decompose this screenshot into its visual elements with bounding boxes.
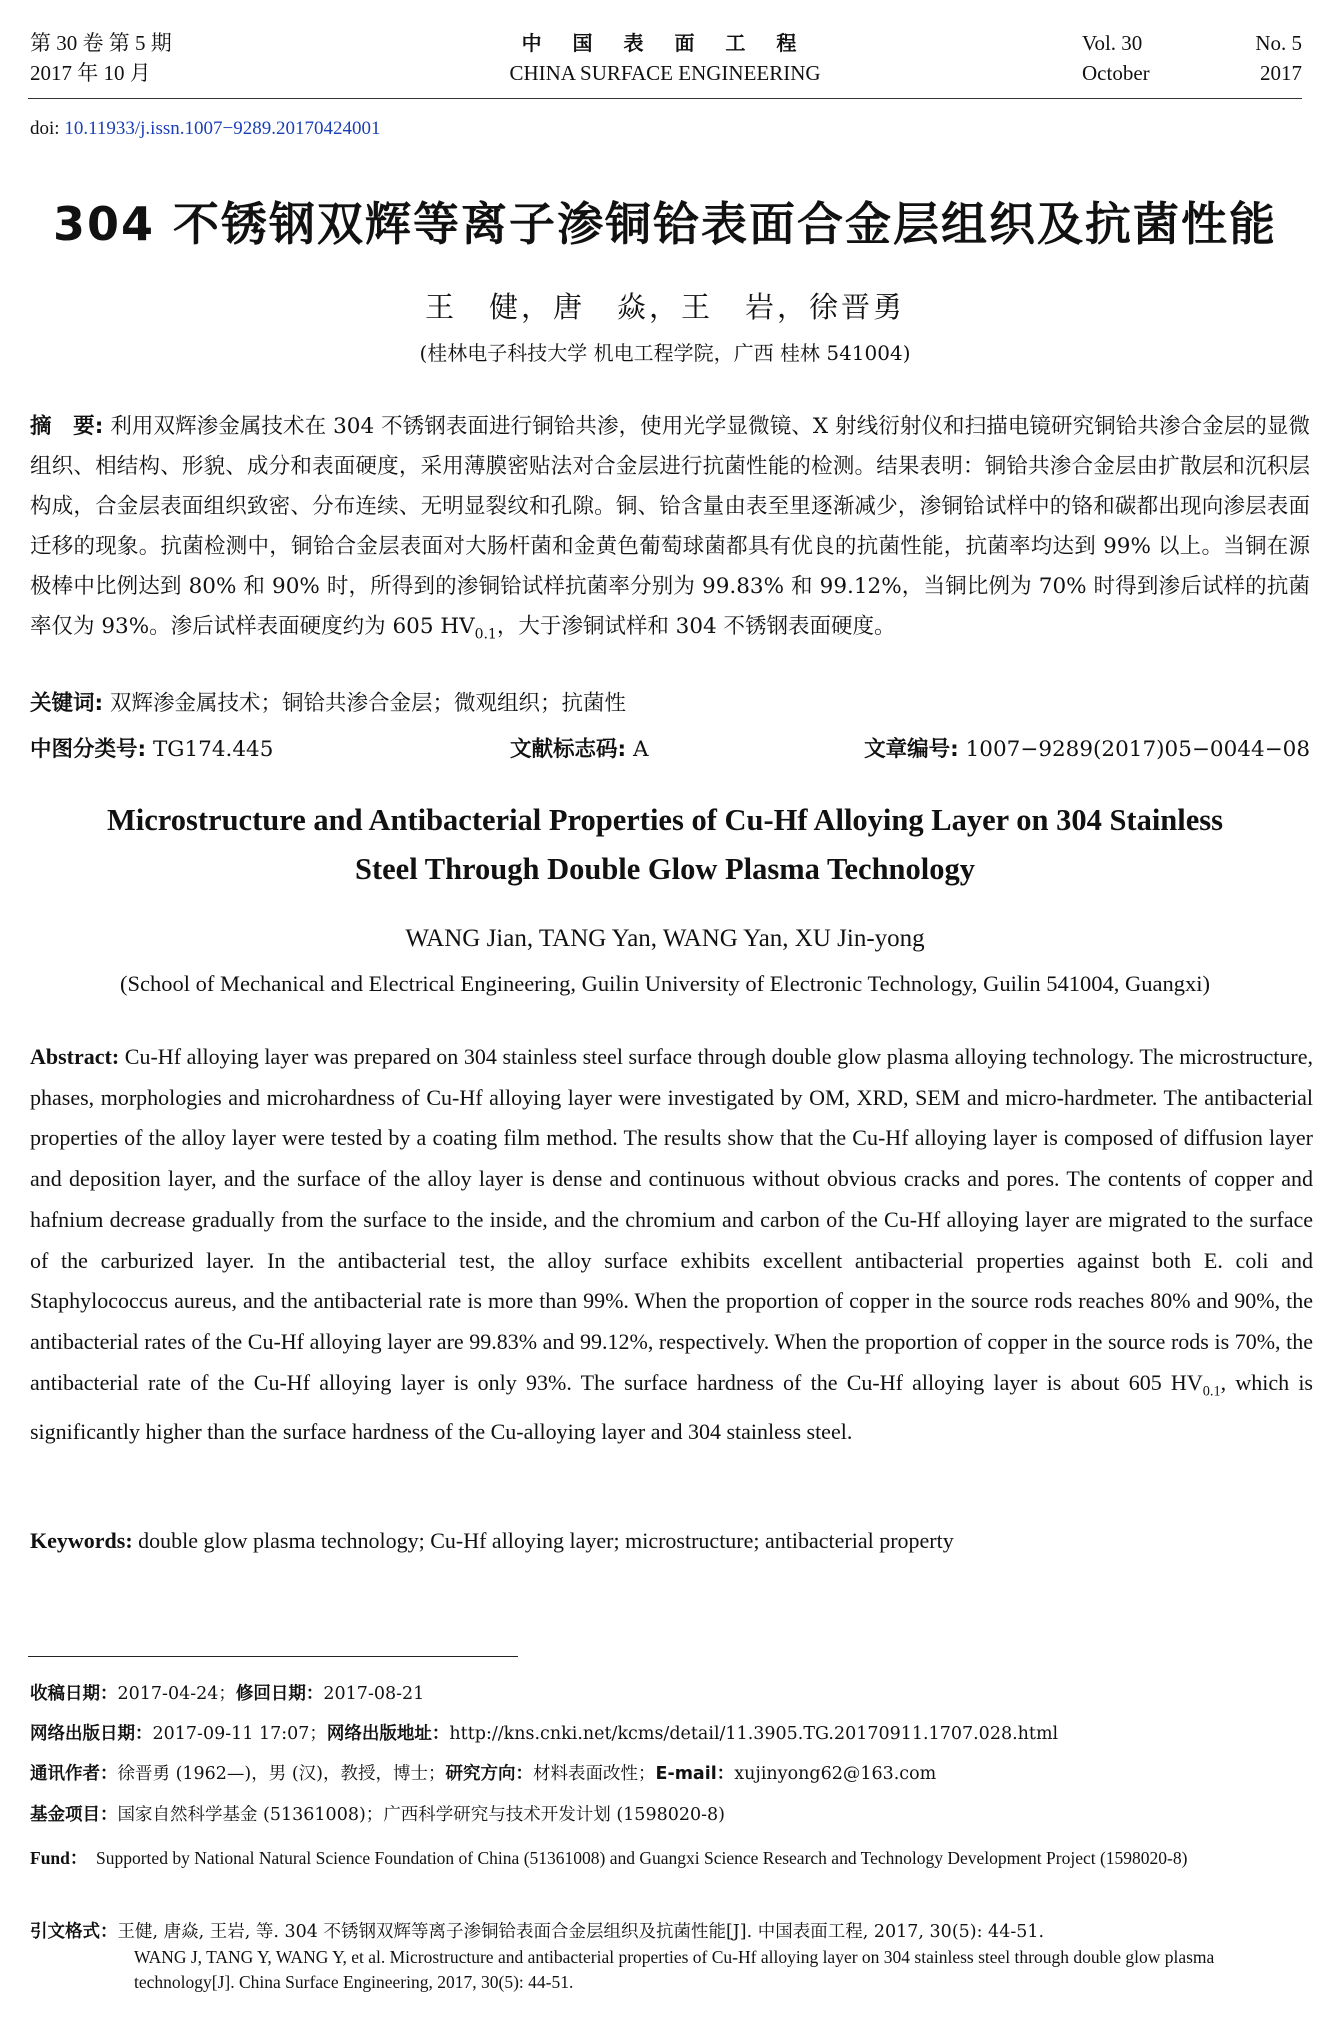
footnote-fund-cn	[30, 1803, 725, 1827]
volume-issue-cn: 第 30 卷 第 5 期	[30, 31, 172, 55]
corresponding-author: 徐晋勇 (1962—)，男 (汉)，教授，博士；	[117, 1764, 446, 1784]
abstract-en-text: Cu-Hf alloying layer was prepared on 304 stainless steel surface through double glow plasma alloying technology. The microstructure, phases, morphologies and microhardness of Cu-Hf alloying layer were investigated by OM, XRD, SEM and micro-hardmeter. The antibacterial properties of the alloy layer were tested by a coating film method. The results show that the Cu-Hf alloying layer is composed of diffusion layer and deposition layer, and the surface of the alloy layer is dense and continuous without obvious cracks and pores. The contents of copper and hafnium decrease gradually from the surface to the inside, and the chromium and carbon of the Cu-Hf alloying layer are migrated to the surface of the carburized layer. In the antibacterial test, the alloy surface exhibits excellent antibacterial properties against both E. coli and Staphylococcus aureus, and the antibacterial rate is more than 99%. When the proportion of copper in the source rods reaches 80% and 90%, the antibacterial rates of the Cu-Hf alloying layer are 99.83% and 99.12%, respectively. When the proportion of copper in the source rods is 70%, the antibacterial rate of the Cu-Hf alloying layer is only 93%. The surface hardness of the Cu-Hf alloying layer is about 605 HV	[30, 1044, 1313, 1395]
footnote-online	[30, 1722, 1058, 1746]
hardness-subscript-cn: 0.1	[474, 626, 497, 643]
online-date-label: 网络出版日期：	[30, 1724, 153, 1744]
citation-en: WANG J, TANG Y, WANG Y, et al. Microstructure and antibacterial properties of Cu-Hf alloying layer on 304 stainless steel through double glow plasma technology[J]. China Surface Engineering, 2017, 30(5): 44-51.	[134, 1947, 1215, 1992]
citation-format	[30, 1920, 1313, 1995]
title-en-line1: Microstructure and Antibacterial Properties of Cu-Hf Alloying Layer on 304 Stainless	[106, 803, 1224, 837]
received-date: 2017-04-24；	[117, 1684, 236, 1704]
footnote-corresponding	[30, 1762, 936, 1786]
doi-label: doi:	[30, 118, 60, 139]
abstract-cn-text-end: ，大于渗铜试样和 304 不锈钢表面硬度。	[496, 614, 896, 639]
journal-name-cn: 中 国 表 面 工 程	[521, 31, 809, 55]
affiliation-cn: (桂林电子科技大学 机电工程学院，广西 桂林 541004)	[419, 341, 911, 365]
abstract-en-text-end: , which is significantly higher than the surface hardness of the Cu-alloying layer and 304 stainless steel.	[30, 1369, 1313, 1444]
corresponding-label: 通讯作者：	[30, 1764, 118, 1784]
abstract-cn-label: 摘 要:	[30, 414, 104, 439]
email-address[interactable]: xujinyong62@163.com	[734, 1764, 937, 1784]
affiliation-en: (School of Mechanical and Electrical Engineering, Guilin University of Electronic Technology, Guilin 541004, Guangxi)	[119, 971, 1210, 996]
authors-en: WANG Jian, TANG Yan, WANG Yan, XU Jin-yong	[405, 925, 925, 952]
footnote-dates	[30, 1682, 424, 1706]
title-cn: 304 不锈钢双辉等离子渗铜铪表面合金层组织及抗菌性能	[52, 197, 1278, 251]
title-en-line2: Steel Through Double Glow Plasma Technology	[355, 852, 975, 886]
online-url-label: 网络出版地址：	[326, 1724, 450, 1744]
fund-en-text: Supported by National Natural Science Foundation of China (51361008) and Guangxi Science Research and Technology Development Project (1598020-8)	[96, 1848, 1188, 1868]
year-en: 2017	[1260, 61, 1302, 85]
volume-en: Vol. 30	[1082, 31, 1143, 55]
fund-cn-text: 国家自然科学基金 (51361008)；广西科学研究与技术开发计划 (1598020-8)	[117, 1805, 725, 1825]
revised-date: 2017-08-21	[323, 1684, 425, 1704]
footnote-fund-en	[30, 1846, 1313, 1871]
online-date: 2017-09-11 17:07；	[152, 1724, 327, 1744]
header-divider	[28, 98, 1302, 99]
keywords-en	[30, 1528, 954, 1554]
citation-label: 引文格式：	[30, 1922, 118, 1942]
keywords-en-label: Keywords:	[30, 1528, 133, 1553]
fund-en-label: Fund：	[30, 1848, 88, 1868]
journal-name-en: CHINA SURFACE ENGINEERING	[509, 61, 821, 85]
article-number	[864, 732, 1310, 763]
keywords-cn-text: 双辉渗金属技术；铜铪共渗合金层；微观组织；抗菌性	[109, 691, 626, 716]
issue-en: No. 5	[1255, 31, 1302, 55]
abstract-en	[30, 1037, 1313, 1452]
email-label: E-mail：	[655, 1764, 735, 1784]
abstract-cn-text: 利用双辉渗金属技术在 304 不锈钢表面进行铜铪共渗，使用光学显微镜、X 射线衍射仪和扫描电镜研究铜铪共渗合金层的显微组织、相结构、形貌、成分和表面硬度，采用薄膜密贴法对合金层进行抗菌性能的检测。结果表明：铜铪共渗合金层由扩散层和沉积层构成，合金层表面组织致密、分布连续、无明显裂纹和孔隙。铜、铪含量由表至里逐渐减少，渗铜铪试样中的铬和碳都出现向渗层表面迁移的现象。抗菌检测中，铜铪合金层表面对大肠杆菌和金黄色葡萄球菌都具有优良的抗菌性能，抗菌率均达到 99% 以上。当铜在源极棒中比例达到 80% 和 90% 时，所得到的渗铜铪试样抗菌率分别为 99.83% 和 99.12%，当铜比例为 70% 时得到渗后试样的抗菌率仅为 93%。渗后试样表面硬度约为 605 HV	[30, 414, 1310, 639]
abstract-cn	[30, 407, 1310, 654]
doi-link[interactable]: 10.11933/j.issn.1007−9289.20170424001	[64, 118, 381, 139]
document-code	[510, 732, 648, 763]
month-en: October	[1082, 61, 1150, 85]
keywords-en-text: double glow plasma technology; Cu-Hf alloying layer; microstructure; antibacterial property	[132, 1528, 954, 1553]
header-right	[1082, 28, 1302, 88]
research-label: 研究方向：	[445, 1764, 533, 1784]
clc-number	[30, 732, 273, 763]
title-en	[0, 796, 1330, 894]
date-cn: 2017 年 10 月	[30, 61, 151, 85]
hardness-subscript-en: 0.1	[1202, 1383, 1221, 1400]
footnote-divider	[28, 1656, 518, 1657]
doi-line	[30, 118, 380, 140]
fund-cn-label: 基金项目：	[30, 1805, 118, 1825]
clc-value: TG174.445	[152, 737, 274, 762]
authors-cn: 王 健，唐 焱，王 岩，徐晋勇	[424, 290, 905, 324]
research-direction: 材料表面改性；	[532, 1764, 656, 1784]
online-url[interactable]: http://kns.cnki.net/kcms/detail/11.3905.TG.20170911.1707.028.html	[449, 1724, 1059, 1744]
revised-label: 修回日期：	[235, 1684, 324, 1704]
keywords-cn	[30, 686, 626, 717]
received-label: 收稿日期：	[30, 1684, 118, 1704]
article-number-value: 1007−9289(2017)05−0044−08	[965, 737, 1310, 762]
keywords-cn-label: 关键词:	[30, 691, 104, 716]
clc-label: 中图分类号:	[30, 737, 147, 762]
doc-code-value: A	[632, 737, 649, 762]
abstract-en-label: Abstract:	[30, 1044, 120, 1069]
article-number-label: 文章编号:	[864, 737, 959, 762]
citation-cn: 王健, 唐焱, 王岩, 等. 304 不锈钢双辉等离子渗铜铪表面合金层组织及抗菌性能[J]. 中国表面工程, 2017, 30(5): 44-51.	[117, 1922, 1045, 1942]
doc-code-label: 文献标志码:	[510, 737, 627, 762]
